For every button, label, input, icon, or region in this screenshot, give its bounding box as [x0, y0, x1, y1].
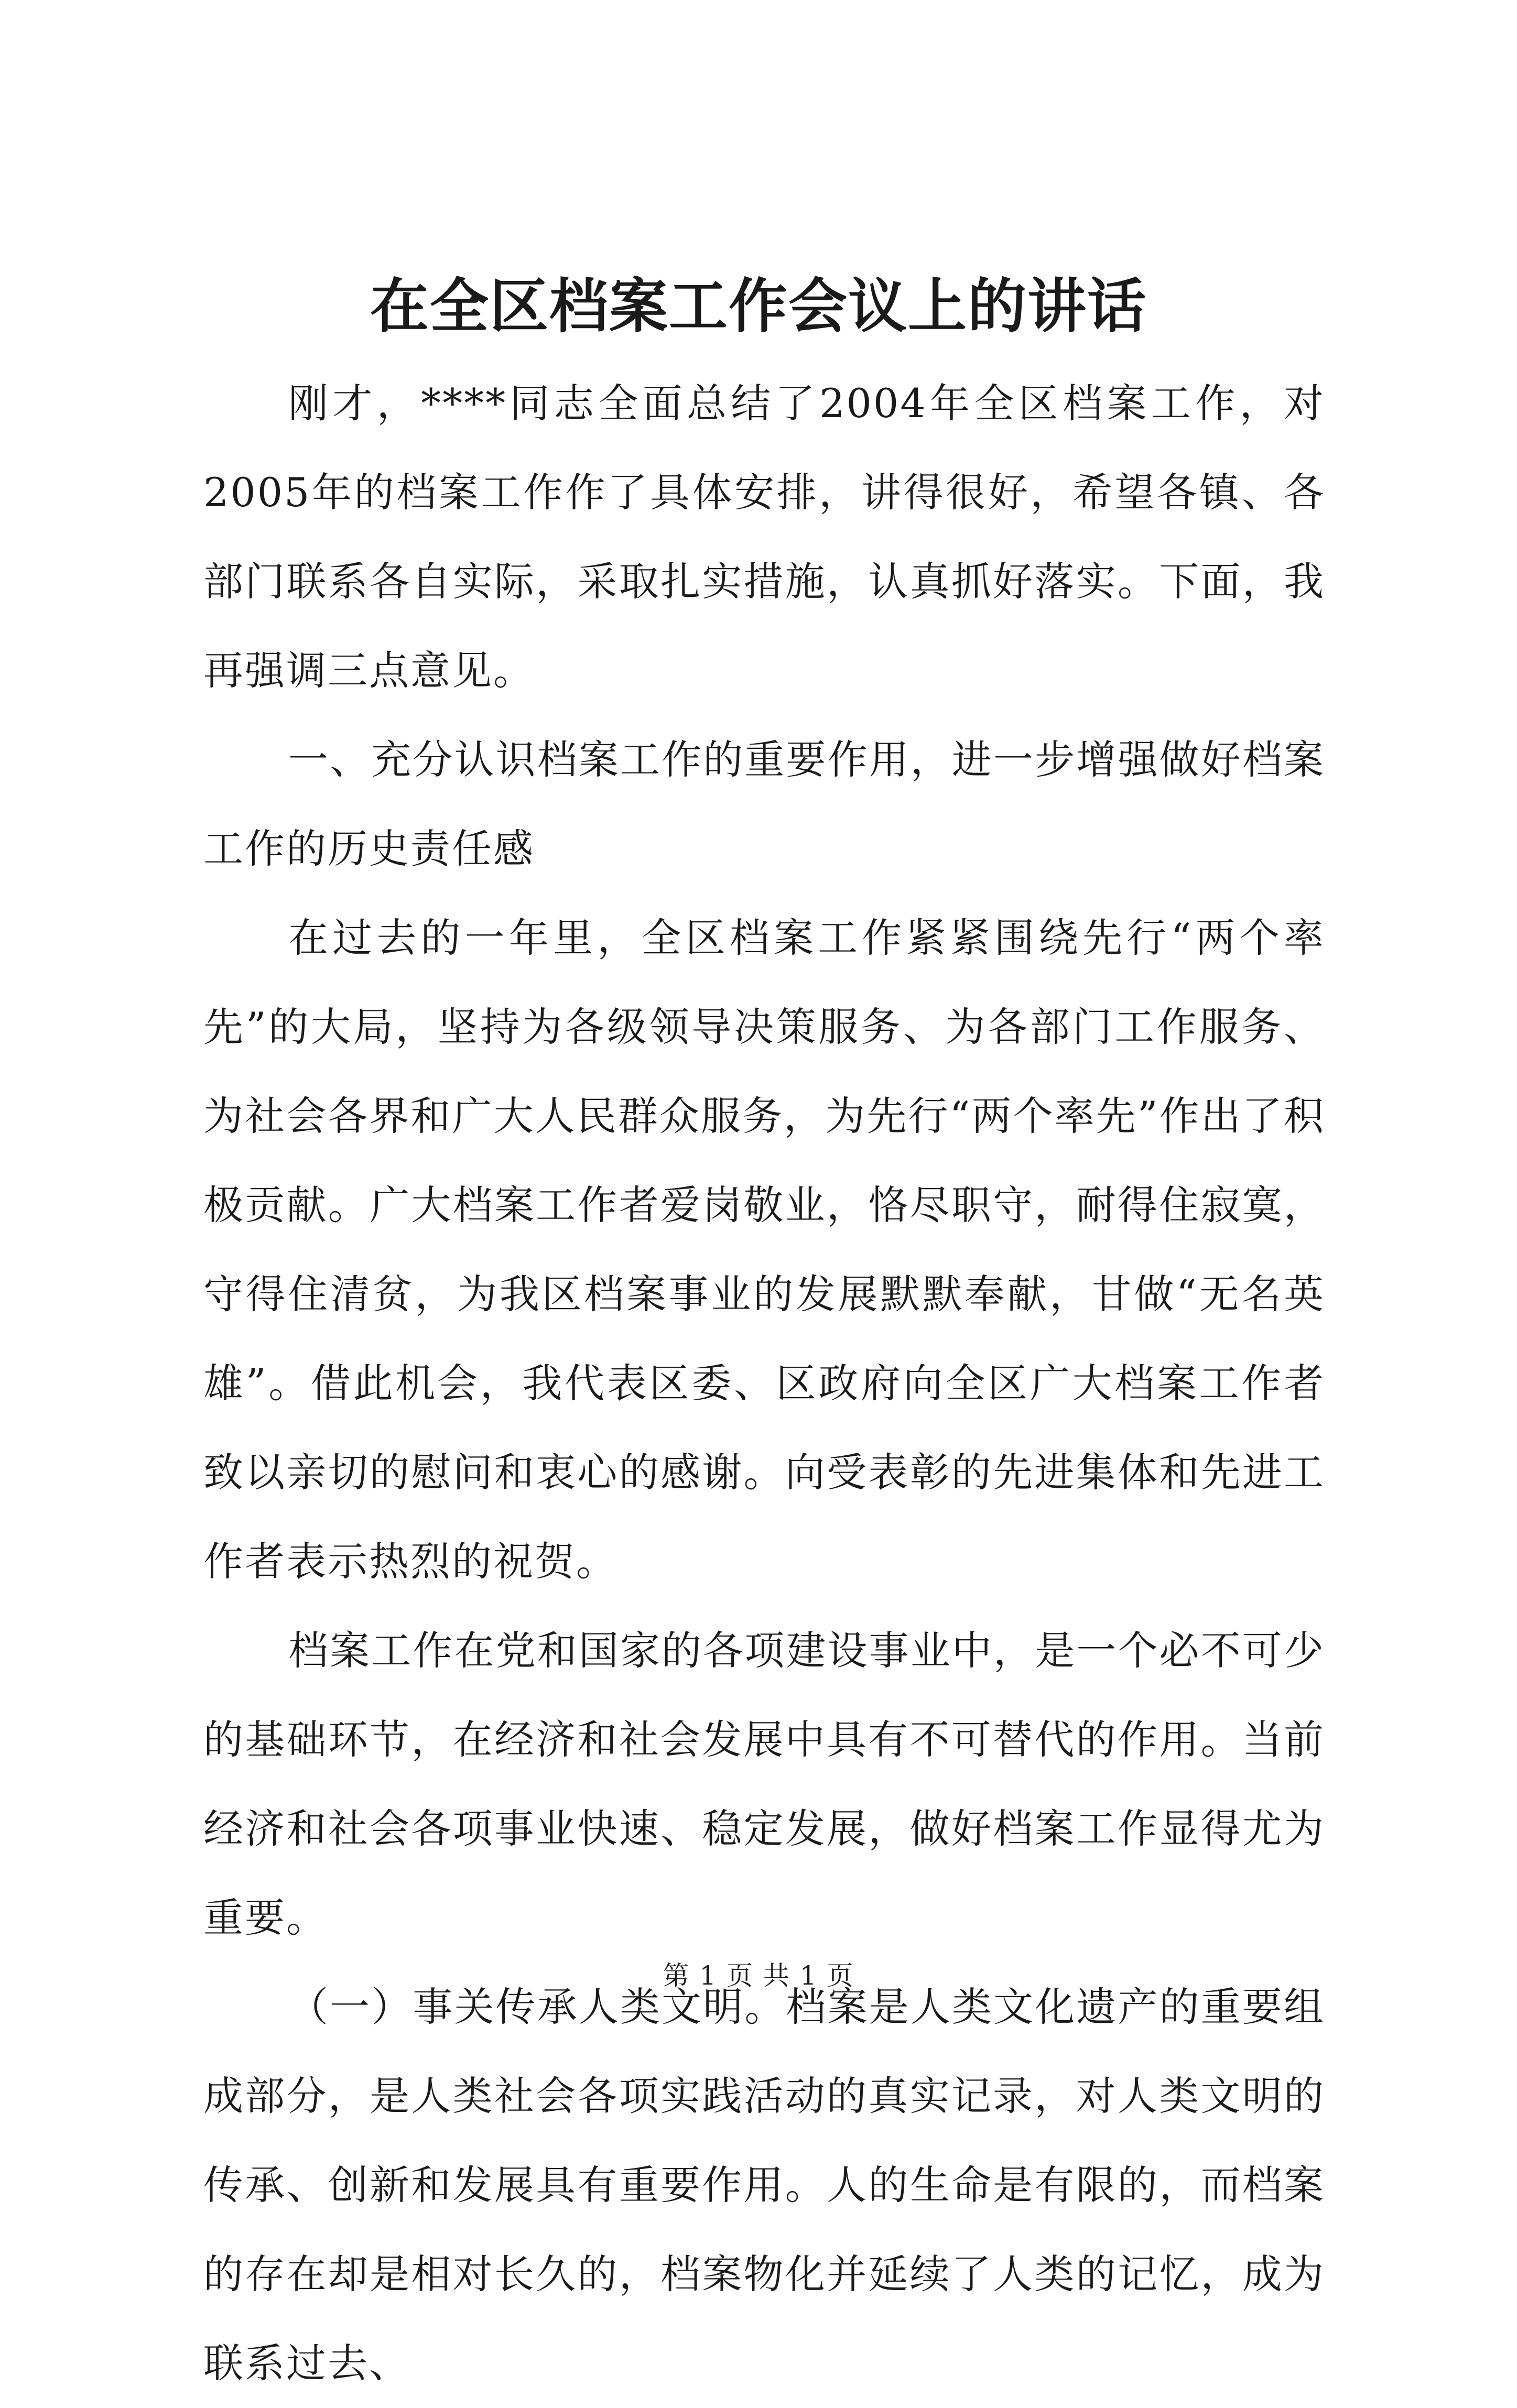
document-body: [203, 359, 1325, 2408]
paragraph: 档案工作在党和国家的各项建设事业中，是一个必不可少的基础环节，在经济和社会发展中具有不可替代的作用。当前经济和社会各项事业快速、稳定发展，做好档案工作显得尤为重要。: [203, 1627, 1325, 1941]
paragraph: 在过去的一年里，全区档案工作紧紧围绕先行“两个率先”的大局，坚持为各级领导决策服务、为各部门工作服务、为社会各界和广大人民群众服务，为先行“两个率先”作出了积极贡献。广大档案工作者爱岗敬业，恪尽职守，耐得住寂寞，守得住清贫，为我区档案事业的发展默默奉献，甘做“无名英雄”。借此机会，我代表区委、区政府向全区广大档案工作者致以亲切的慰问和衷心的感谢。向受表彰的先进集体和先进工作者表示热烈的祝贺。: [203, 914, 1325, 1585]
section-heading: 一、充分认识档案工作的重要作用，进一步增强做好档案工作的历史责任感: [203, 736, 1325, 872]
page-number-footer: 第 1 页 共 1 页: [663, 1960, 854, 1991]
document-title: 在全区档案工作会议上的讲话: [370, 272, 1147, 341]
paragraph: （一）事关传承人类文明。档案是人类文化遗产的重要组成部分，是人类社会各项实践活动的真实记录，对人类文明的传承、创新和发展具有重要作用。人的生命是有限的，而档案的存在却是相对长久的，档案物化并延续了人类的记忆，成为联系过去、: [203, 1984, 1325, 2387]
paragraph: 刚才，****同志全面总结了2004年全区档案工作，对2005年的档案工作作了具体安排，讲得很好，希望各镇、各部门联系各自实际，采取扎实措施，认真抓好落实。下面，我再强调三点意见。: [203, 380, 1325, 694]
